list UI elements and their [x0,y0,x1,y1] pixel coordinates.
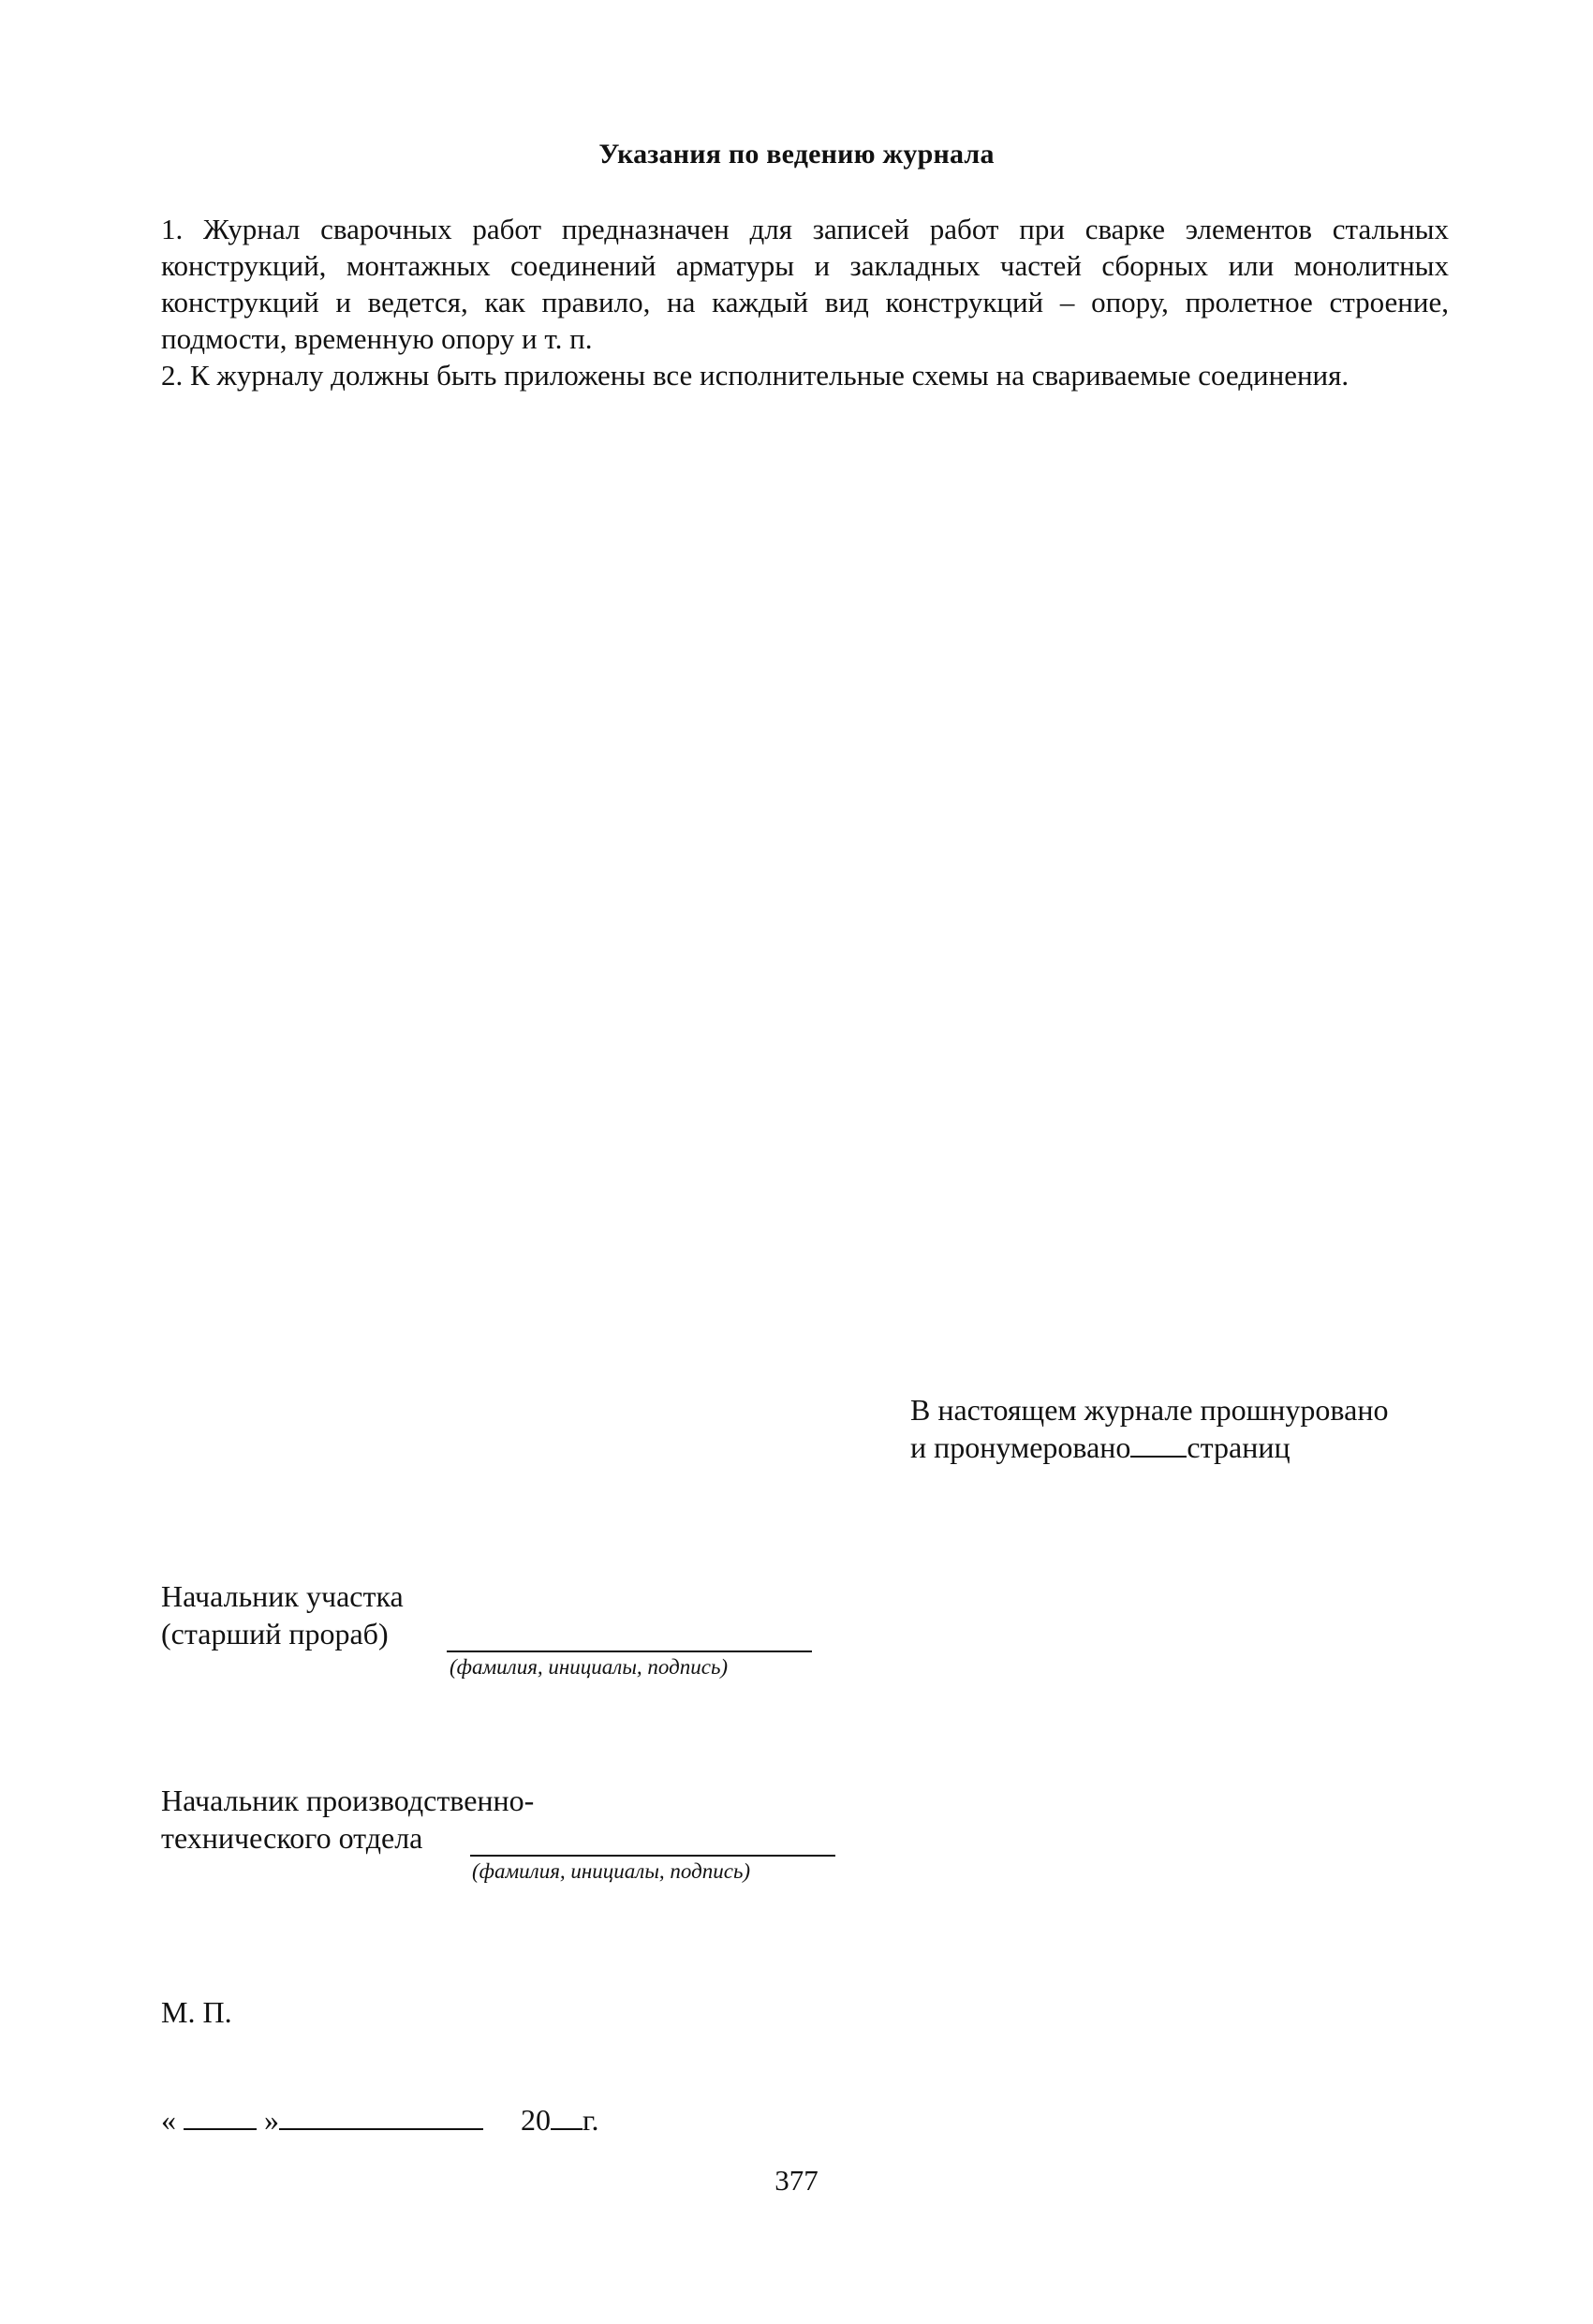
signature-1-label [161,1577,404,1652]
signature-1-label-line-1: Начальник участка [161,1579,404,1613]
paragraph-2: 2. К журналу должны быть приложены все исполнительные схемы на свариваемые соединения. [161,359,1350,392]
date-close-quote: » [264,2103,279,2137]
signature-2-caption: (фамилия, инициалы, подпись) [472,1859,751,1883]
page-count-blank[interactable] [1130,1431,1187,1458]
date-line [161,2103,599,2138]
day-blank[interactable] [184,2104,257,2130]
signature-2-label-line-2: технического отдела [161,1821,423,1855]
signature-1-caption: (фамилия, инициалы, подпись) [450,1655,729,1679]
stitched-note-line-1: В настоящем журнале прошнуровано [910,1393,1389,1427]
signature-2-label-line-1: Начальник производственно- [161,1784,535,1817]
signature-2-line[interactable] [470,1855,835,1857]
stitched-note [910,1391,1388,1466]
signature-1-label-line-2: (старший прораб) [161,1617,389,1650]
page-number: 377 [774,2164,819,2197]
year-suffix: г. [583,2103,599,2137]
page-title: Указания по ведению журнала [598,139,995,170]
month-blank[interactable] [279,2104,483,2130]
year-prefix: 20 [521,2103,551,2137]
signature-1-line[interactable] [447,1650,812,1652]
year-blank[interactable] [551,2104,583,2130]
paragraph-1: 1. Журнал сварочных работ предназначен для записей работ при сварке элементов стальных конструкций, монтажных соединений арматуры и закладных частей сборных или монолитных конструкций и ведется, как правило, на каждый вид конструкций – опору, пролетное строение, подмости, временную опору и т. п. [161,213,1449,355]
signature-2-label [161,1782,534,1857]
stitched-note-line-2 [910,1428,1388,1466]
date-open-quote: « [161,2103,176,2137]
stitched-note-prefix: и пронумеровано [910,1430,1131,1464]
stitched-note-suffix: страниц [1187,1430,1291,1464]
stamp-placeholder: М. П. [161,1995,232,2029]
